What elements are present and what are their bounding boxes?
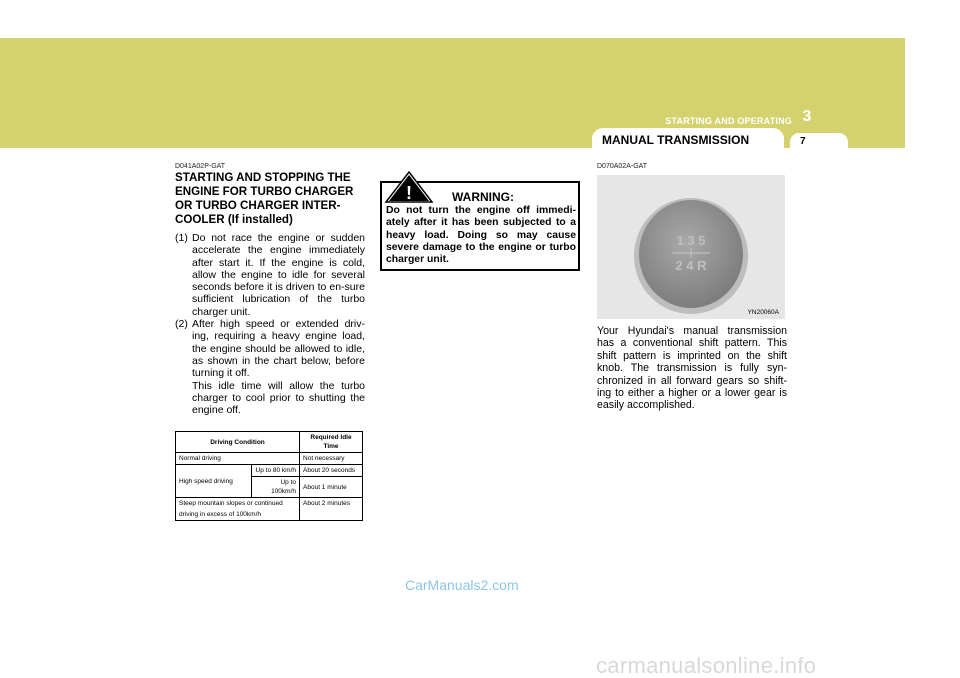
warning-triangle-icon [384, 171, 434, 203]
table-cell: About 2 minutes [300, 498, 363, 510]
table-header-row [176, 432, 363, 453]
shift-knob-illustration [597, 175, 785, 319]
table-cell: Normal driving [176, 453, 300, 465]
warning-title: WARNING: [452, 190, 514, 204]
image-code: YN20060A [747, 309, 779, 316]
list-item-text: Do not race the engine or sudden accelerate the engine immediately after start it. If the engine is cold, allow the engine to idle for several seconds before it is driven to en-sure sufficient lubrication of the turbo charger unit. [192, 232, 365, 318]
table-row [176, 498, 363, 510]
table-header-condition: Driving Condition [176, 432, 300, 453]
page-number: 7 [800, 136, 806, 147]
page-title-tab [592, 128, 784, 150]
list-item-number: (1) [175, 232, 188, 244]
turbo-section [175, 163, 365, 416]
table-cell: Up to 80 km/h [252, 465, 300, 477]
table-cell: driving in excess of 100km/h [176, 509, 300, 521]
chapter-number: 3 [802, 108, 812, 125]
table-cell: Up to 100km/h [252, 477, 300, 498]
table-row [176, 509, 363, 521]
footer-logo[interactable]: CarManuals2.com [405, 577, 519, 593]
table-cell: About 20 seconds [300, 465, 363, 477]
table-cell [300, 509, 363, 521]
page-number-tab [790, 133, 848, 150]
table-header-time: Required Idle Time [300, 432, 363, 453]
list-item [175, 318, 365, 416]
idle-time-table [175, 431, 363, 521]
table-cell: Steep mountain slopes or continued [176, 498, 300, 510]
table-cell: Not necessary [300, 453, 363, 465]
instruction-list [175, 232, 365, 416]
warning-box [380, 181, 580, 271]
section-heading: STARTING AND STOPPING THE ENGINE FOR TURBO CHARGER OR TURBO CHARGER INTER-COOLER (If installed) [175, 171, 354, 226]
list-item-number: (2) [175, 318, 188, 331]
transmission-section [597, 163, 787, 170]
table-cell: About 1 minute [300, 477, 363, 498]
section-code: D070A02A-GAT [597, 163, 648, 170]
section-label: STARTING AND OPERATING [665, 116, 792, 126]
shift-knob-image [597, 175, 785, 319]
transmission-description: Your Hyundai's manual transmission has a conventional shift pattern. This shift pattern is imprinted on the shift knob. The transmission is fully syn-chronized in all forward gears so shift-ing to either a higher or a lower gear is easily accomplished. [597, 325, 787, 412]
list-item [175, 232, 365, 318]
warning-symbol: ! [406, 183, 412, 203]
list-item-text: After high speed or extended driv-ing, requiring a heavy engine load, the engine should be allowed to idle, as shown in the chart below, before turning it off. [192, 318, 365, 380]
footer-site[interactable]: carmanualsonline.info [596, 653, 817, 678]
warning-text: Do not turn the engine off immedi-ately after it has been subjected to a heavy load. Doing so may cause severe damage to the engine or turbo charger unit. [386, 205, 576, 266]
knob-top-gears: 1 3 5 [676, 233, 706, 248]
table-cell: High speed driving [176, 465, 252, 498]
section-code: D041A02P-GAT [175, 163, 226, 170]
page-title: MANUAL TRANSMISSION [602, 133, 750, 147]
table-row [176, 465, 363, 477]
list-item-text-continued: This idle time will allow the turbo charger to cool prior to shutting the engine off. [192, 379, 365, 417]
knob-bottom-gears: 2 4 R [675, 258, 707, 273]
table-row [176, 453, 363, 465]
